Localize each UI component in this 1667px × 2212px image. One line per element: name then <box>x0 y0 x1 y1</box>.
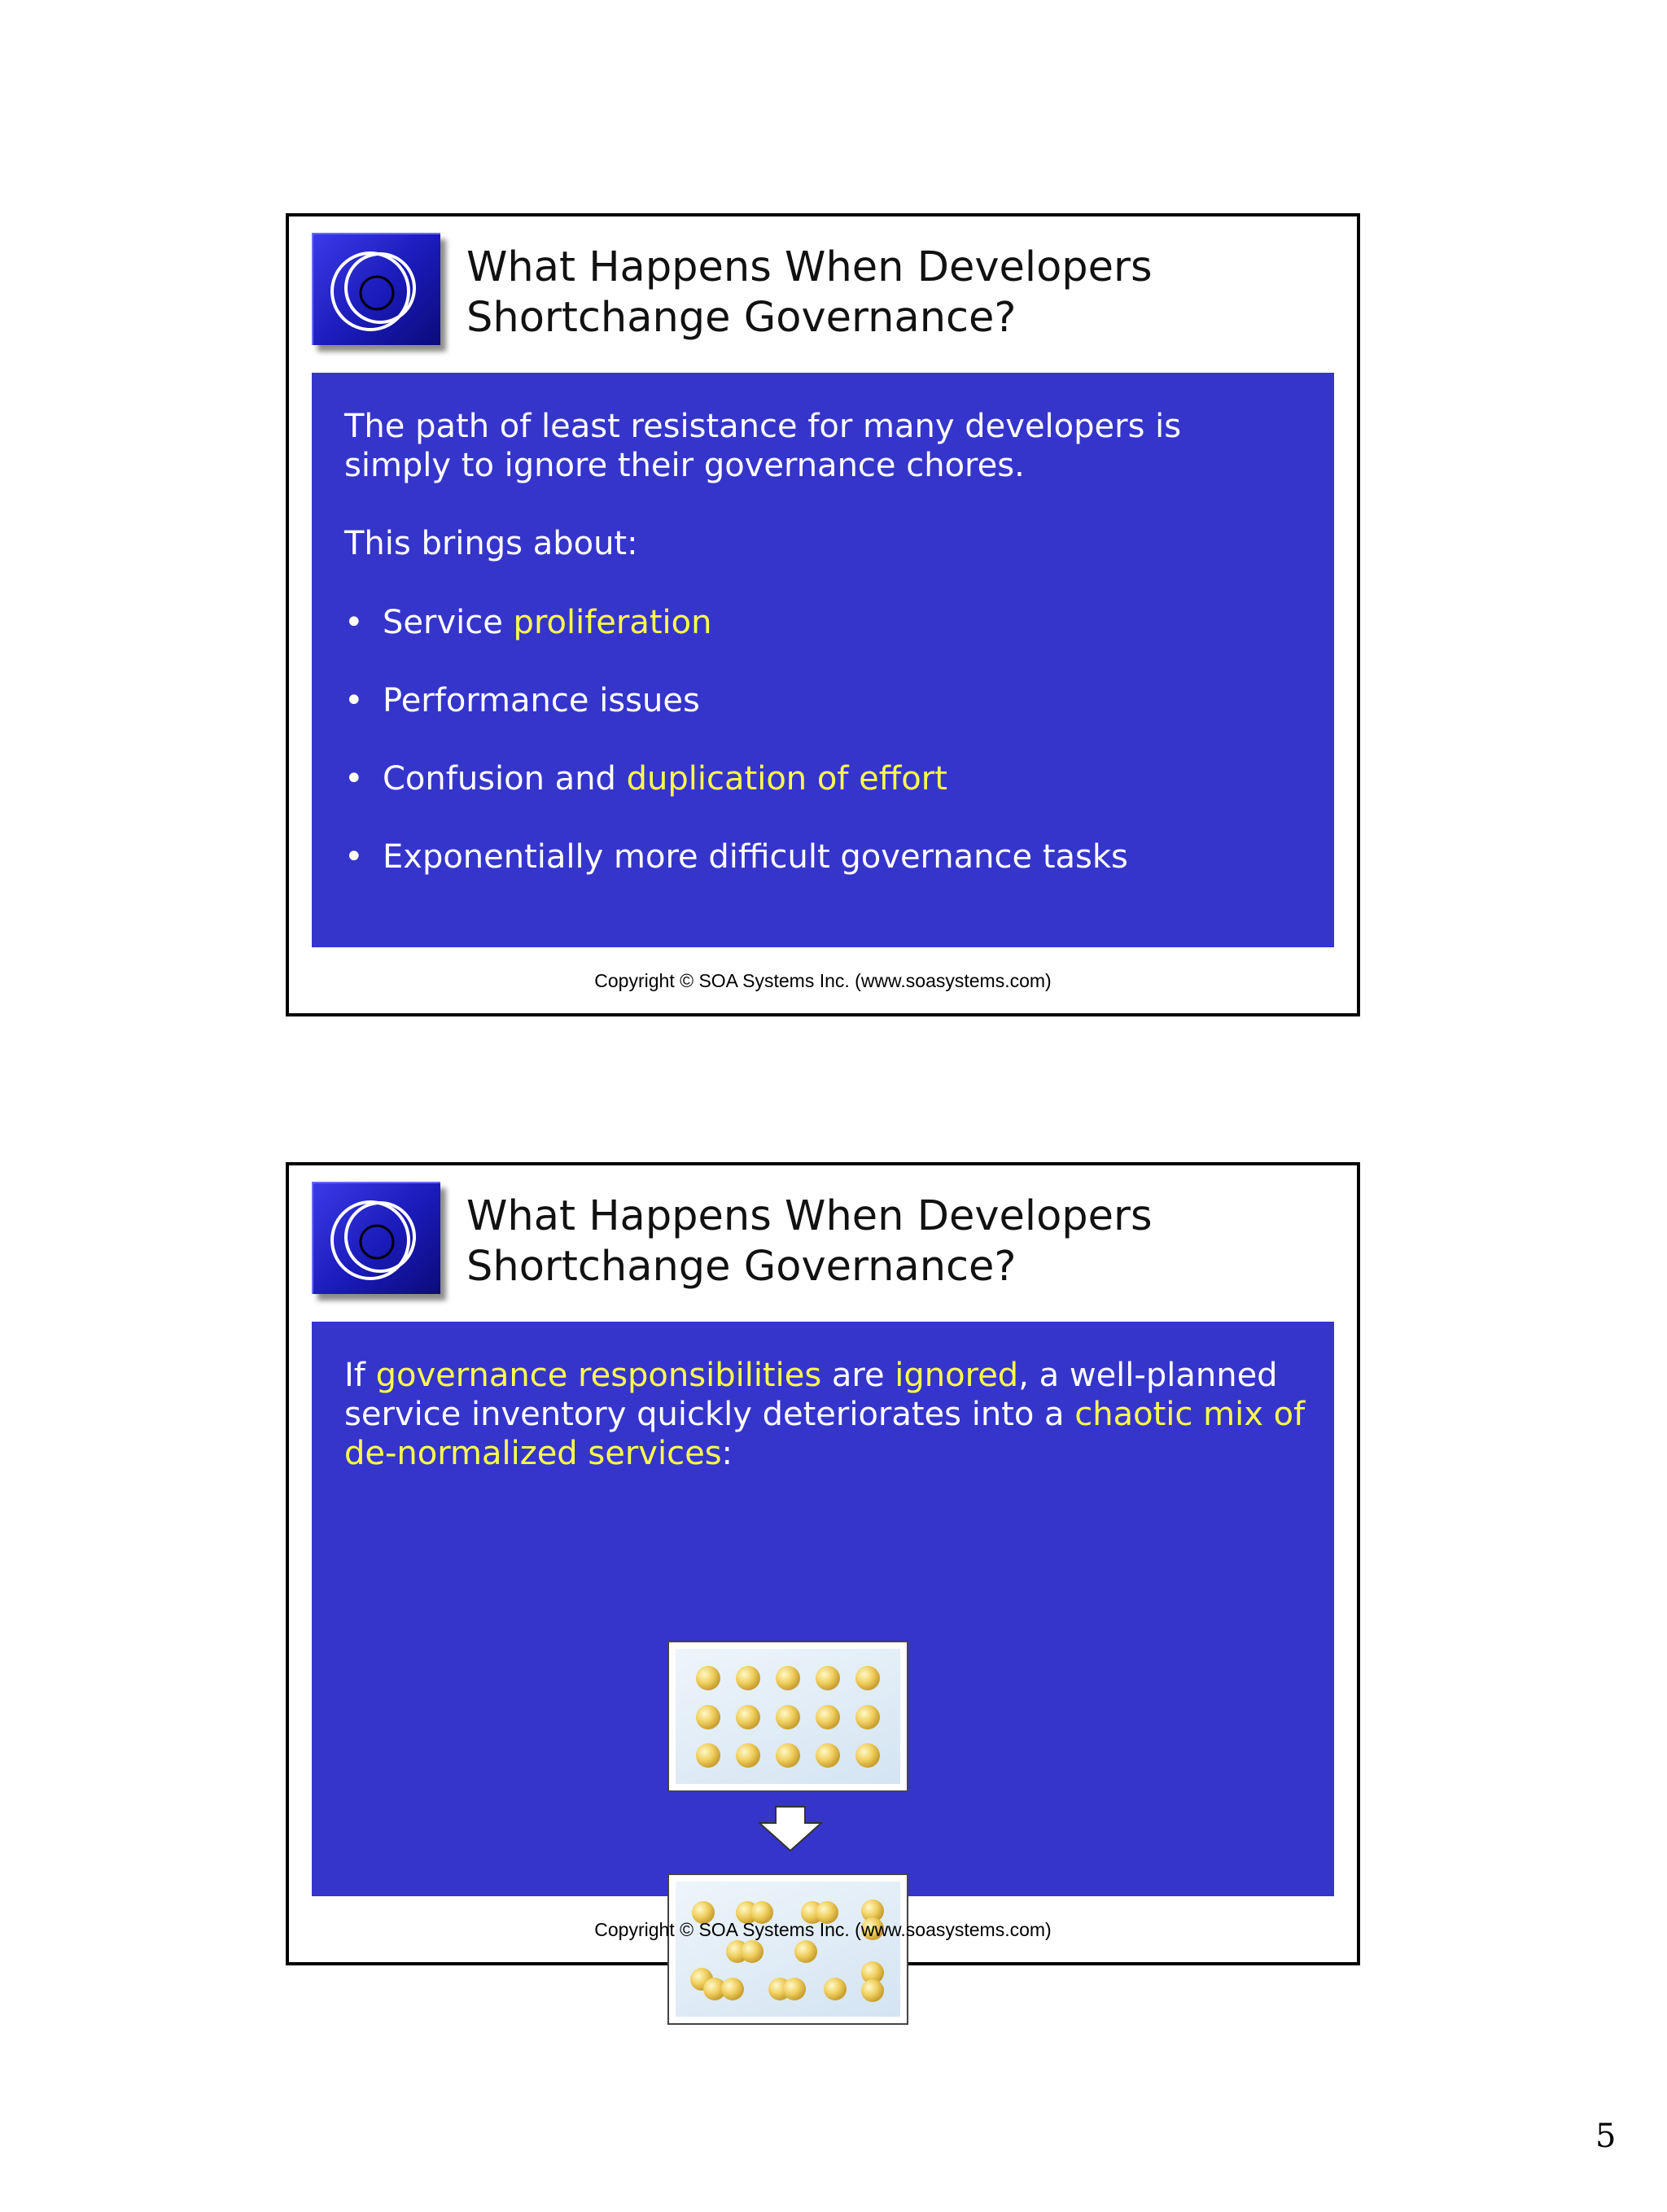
page-number: 5 <box>1595 2118 1617 2155</box>
chaotic-inventory-panel <box>667 1873 908 2025</box>
bullet-text: Exponentially more difficult governance tasks <box>383 838 1128 876</box>
title-line: What Happens When Developers <box>466 1192 1153 1240</box>
paragraph-line <box>344 1434 1305 1473</box>
bullet-item <box>344 837 1128 876</box>
intro-line: simply to ignore their governance chores. <box>344 447 1025 484</box>
title-line: Shortchange Governance? <box>466 294 1017 342</box>
bullet-text: Performance issues <box>383 682 700 719</box>
service-sphere-icon <box>696 1666 880 1768</box>
soa-logo-icon <box>312 1182 440 1294</box>
bullet-text: Confusion and <box>383 760 627 798</box>
paragraph-line <box>344 1356 1305 1395</box>
content-box <box>312 1322 1334 1896</box>
service-sphere-icon <box>690 1899 884 2002</box>
text-segment: If <box>344 1357 376 1394</box>
slide-2 <box>286 1162 1360 1965</box>
normalized-inventory-panel <box>667 1641 908 1792</box>
title-line: Shortchange Governance? <box>466 1243 1017 1291</box>
slide-1 <box>286 213 1360 1016</box>
bullet-item <box>344 603 711 642</box>
bullet-highlight: duplication of effort <box>626 760 947 798</box>
text-segment: service inventory quickly deteriorates into a <box>344 1396 1075 1433</box>
text-highlight: governance responsibilities <box>375 1357 822 1394</box>
text-segment: , a well-planned <box>1018 1357 1278 1394</box>
text-highlight: chaotic mix of <box>1074 1396 1306 1433</box>
slide-title <box>466 1191 1329 1292</box>
bullet-dot: • <box>344 760 364 798</box>
content-box <box>312 373 1334 947</box>
text-highlight: de-normalized services <box>344 1435 722 1472</box>
copyright-text: Copyright © SOA Systems Inc. (www.soasystems.com) <box>594 1919 1052 1940</box>
soa-logo-icon <box>312 233 440 345</box>
copyright-text: Copyright © SOA Systems Inc. (www.soasystems.com) <box>594 970 1052 991</box>
intro-line: The path of least resistance for many developers is <box>344 408 1182 445</box>
text-segment: : <box>721 1435 733 1472</box>
bullet-dot: • <box>344 682 364 719</box>
paragraph-line <box>344 1395 1305 1434</box>
body-paragraph <box>344 1356 1305 1473</box>
text-highlight: ignored <box>895 1357 1019 1394</box>
bullet-dot: • <box>344 604 364 641</box>
bullet-highlight: proliferation <box>513 604 712 641</box>
slide-title <box>466 243 1329 343</box>
down-arrow-icon <box>758 1805 823 1854</box>
text-segment: are <box>821 1357 895 1394</box>
intro-paragraph <box>344 407 1181 485</box>
bullet-dot: • <box>344 838 364 876</box>
bullet-item <box>344 681 700 720</box>
lead-text: This brings about: <box>344 525 638 562</box>
bullet-item <box>344 759 947 798</box>
bullet-text: Service <box>383 604 514 641</box>
title-line: What Happens When Developers <box>466 243 1153 291</box>
